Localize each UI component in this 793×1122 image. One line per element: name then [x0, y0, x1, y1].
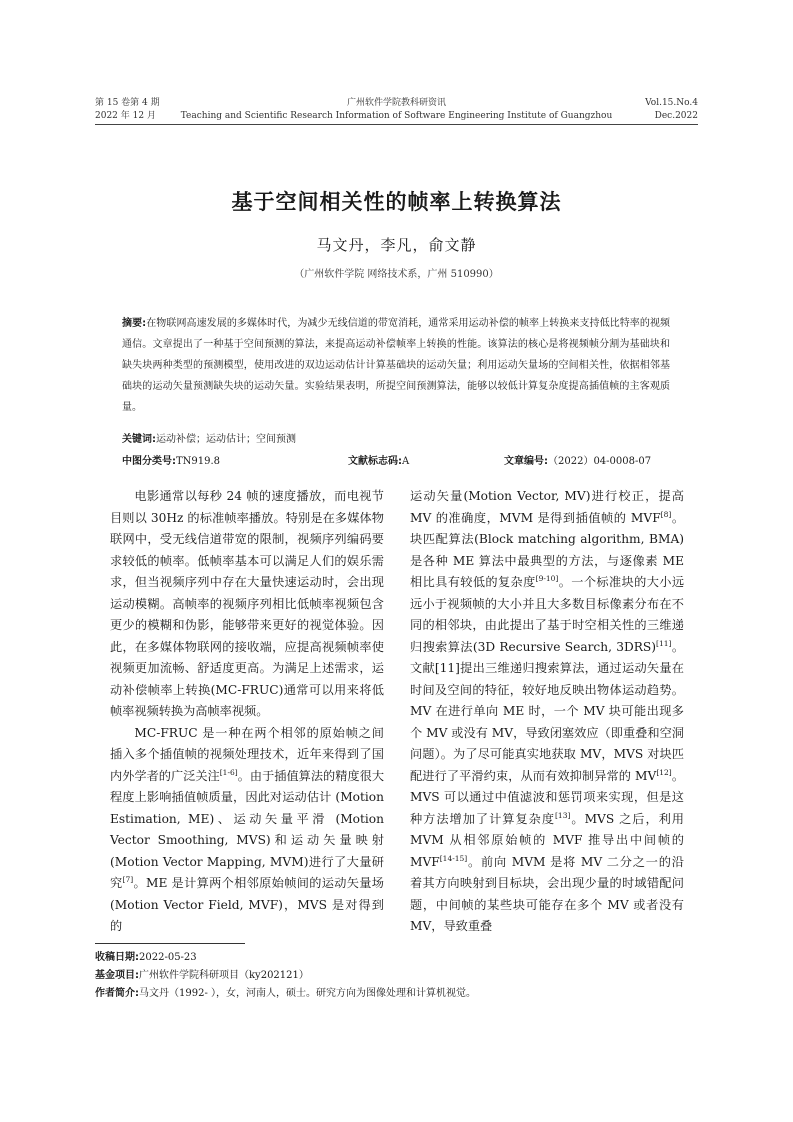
- journal-name-en: Teaching and Scientific Research Information of Software Engineering Institute of Guangzhou: [180, 111, 613, 121]
- keywords-label: 关键词:: [122, 434, 156, 445]
- paragraph: 电影通常以每秒 24 帧的速度播放，而电视节目则以 30Hz 的标准帧率播放。特别是在多媒体物联网中，受无线信道带宽的限制，视频序列编码要求较低的帧率。低帧率基本可以满足人们的娱乐需求，但当视频序列中存在大量快速运动时，会出现运动模糊。高帧率的视频序列相比低帧率视频包含更少的模糊和伪影，能够带来更好的视觉体验。因此，在多媒体物联网的接收端，应提高视频帧率使视频更加流畅、舒适度更高。为满足上述需求，运动补偿帧率上转换(MC-FRUC)通常可以用来将低帧率视频转换为高帧率视频。: [110, 489, 384, 718]
- abstract-text: 在物联网高速发展的多媒体时代，为减少无线信道的带宽消耗，通常采用运动补偿的帧率上转换来支持低比特率的视频通信。文章提出了一种基于空间预测的算法，来提高运动补偿帧率上转换的性能。该算法的核心是将视频帧分割为基础块和缺失块两种类型的预测模型，使用改进的双边运动估计计算基础块的运动矢量；利用运动矢量场的空间相关性，依据相邻基础块的运动矢量预测缺失块的运动矢量。实验结果表明，所提空间预测算法，能够以较低计算复杂度提高插值帧的主客观质量。: [122, 318, 671, 413]
- header-rule: [95, 124, 698, 125]
- citation: [7]: [122, 874, 134, 884]
- author-list: 马文丹，李凡，俞文静: [316, 236, 477, 254]
- body-column-left: [110, 486, 384, 938]
- date-cn: 2022 年 12 月: [95, 111, 156, 121]
- body-column-right: [410, 486, 684, 938]
- journal-issue-en: [645, 97, 698, 123]
- citation: [11]: [656, 638, 672, 648]
- paragraph: 运动矢量(Motion Vector, MV)进行校正，提高 MV 的准确度，MVM 是得到插值帧的 MVF[8]。块匹配算法(Block matching algorithm, BMA)是各种 ME 算法中最典型的方法，与逐像素 ME 相比具有较低的复杂度[9-10]。一个标准块的大小远远小于视频帧的大小并且大多数目标像素分布在不同的相邻块，由此提出了基于时空相关性的三维递归搜索算法(3D Recursive Search, 3DRS)[11]。文献[11]提出三维递归搜索算法，通过运动矢量在时间及空间的特征，较好地反映出物体运动趋势。MV 在进行单向 ME 时，一个 MV 块可能出现多个 MV 或没有 MV，导致闭塞效应（即重叠和空洞问题）。为了尽可能真实地获取 MV，MVS 对块匹配进行了平滑约束，从而有效抑制异常的 MV[12]。MVS 可以通过中值滤波和惩罚项来实现，但是这种方法增加了计算复杂度[13]。MVS 之后，利用 MVM 从相邻原始帧的 MVF 推导出中间帧的 MVF[14-15]。前向 MVM 是将 MV 二分之一的沿着其方向映射到目标块，会出现少量的时域错配问题，中间帧的某些块可能存在多个 MV 或者没有 MV，导致重叠: [410, 489, 685, 933]
- abstract-label: 摘要:: [122, 318, 147, 329]
- paragraph: MC-FRUC 是一种在两个相邻的原始帧之间插入多个插值帧的视频处理技术，近年来得到了国内外学者的广泛关注[1-6]。由于插值算法的精度很大程度上影响插值帧质量，因此对运动估计 (Motion Estimation, ME)、运动矢量平滑 (Motion Vector Smoothing, MVS)和运动矢量映射(Motion Vector Mapping, MVM)进行了大量研究[7]。ME 是计算两个相邻原始帧间的运动矢量场(Motion Vector Field, MVF)，MVS 是对得到的: [110, 725, 385, 933]
- citation: [1-6]: [219, 767, 238, 777]
- article-number: 文章编号:（2022）04-0008-07: [504, 456, 652, 467]
- footnote-author: 作者简介:马文丹（1992- ），女，河南人，硕士。研究方向为图像处理和计算机视觉。: [95, 988, 477, 999]
- affiliation: （广州软件学院 网络技术系，广州 510990）: [294, 269, 499, 280]
- keywords: [122, 430, 670, 445]
- abstract: [122, 313, 670, 418]
- volume-en: Vol.15.No.4: [645, 98, 698, 108]
- paper-title: 基于空间相关性的帧率上转换算法: [231, 190, 562, 214]
- document-code: 文献标志码:A: [348, 456, 410, 467]
- footnote-rule: [95, 943, 245, 944]
- date-en: Dec.2022: [654, 111, 698, 121]
- keywords-text: 运动补偿；运动估计；空间预测: [156, 434, 296, 445]
- citation: [9-10]: [535, 573, 559, 583]
- volume-cn: 第 15 卷第 4 期: [95, 98, 160, 108]
- citation: [13]: [555, 810, 571, 820]
- footnote-received: 收稿日期:2022-05-23: [95, 952, 197, 963]
- citation: [14-15]: [439, 853, 468, 863]
- citation: [12]: [656, 767, 672, 777]
- citation: [8]: [660, 509, 672, 519]
- clc-code: 中图分类号:TN919.8: [122, 456, 221, 467]
- footnote-fund: 基金项目:广州软件学院科研项目（ky202121）: [95, 970, 309, 981]
- journal-name-cn: 广州软件学院教科研资讯: [346, 98, 446, 108]
